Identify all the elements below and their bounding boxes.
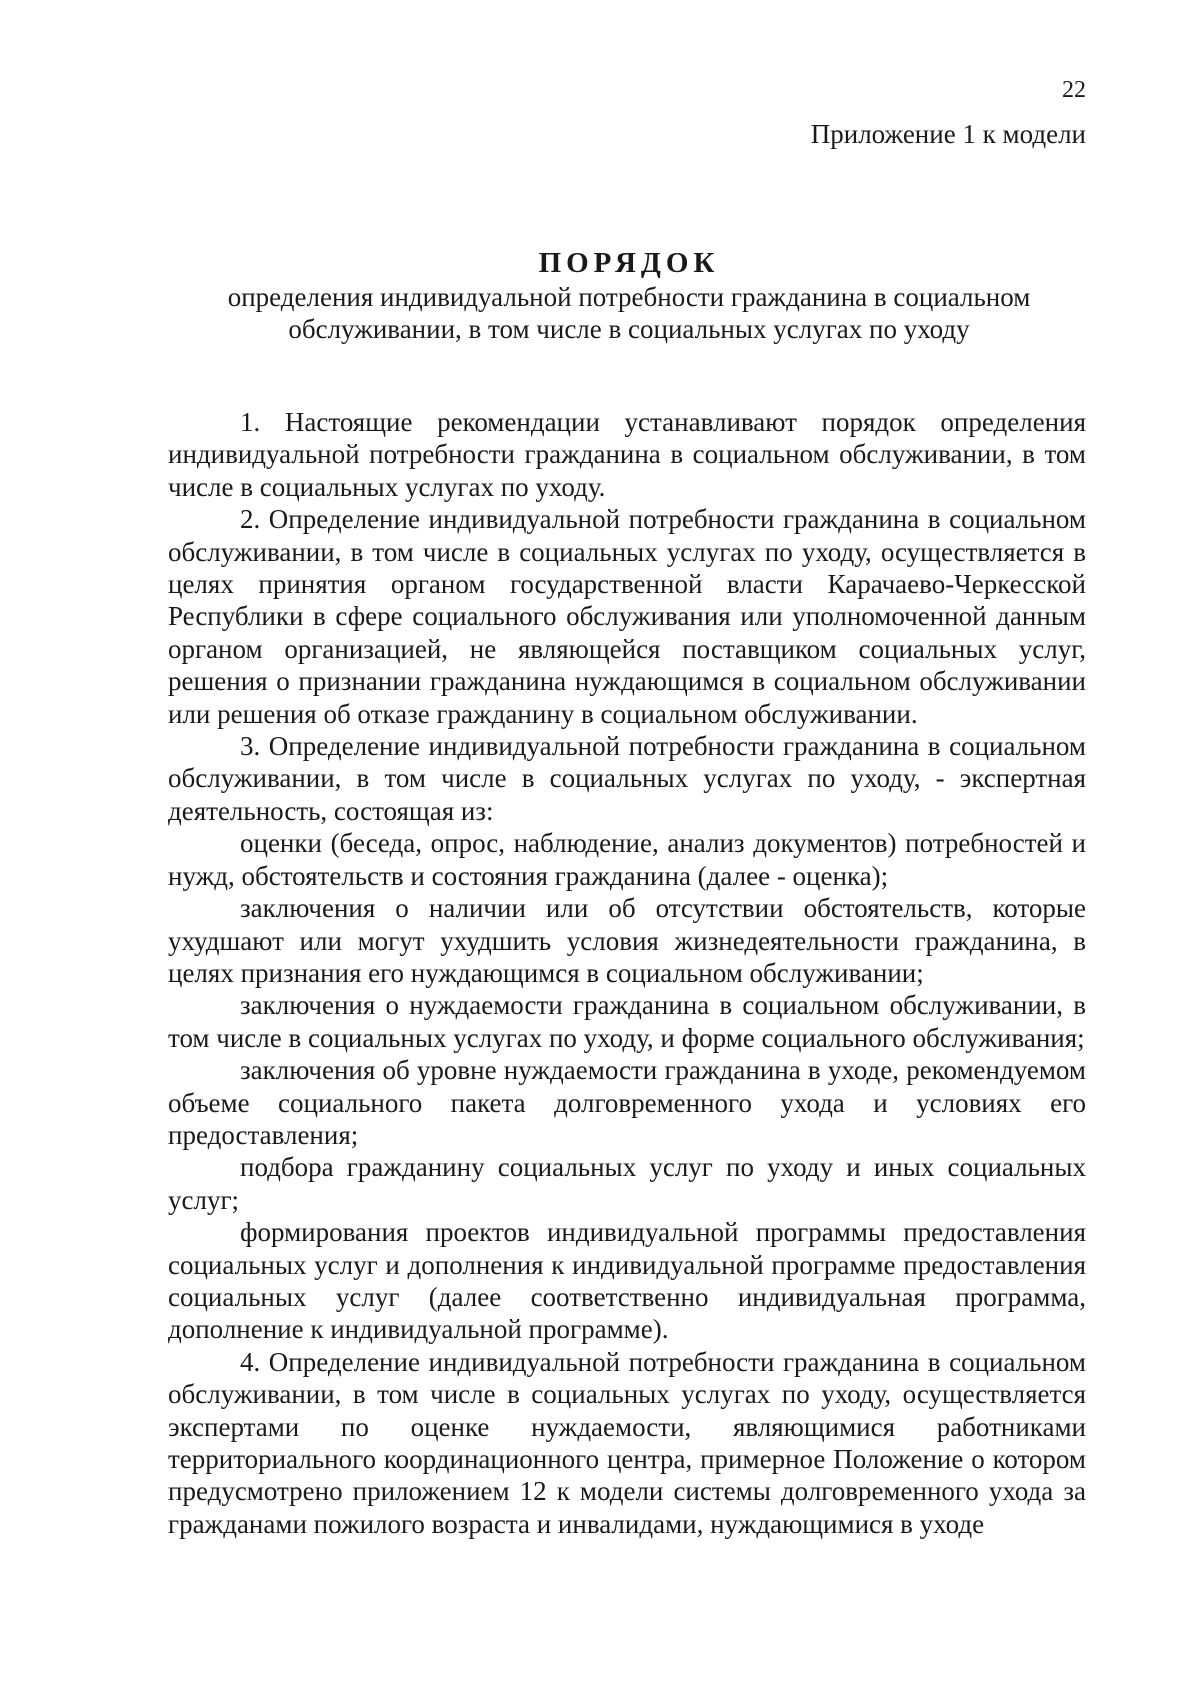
paragraph: 4. Определение индивидуальной потребности гражданина в социальном обслуживании, в том числе в социальных услугах по уходу, осуществляется экспертами по оценке нуждаемости, являющимися работниками территориального координационного центра, примерное Положение о котором предусмотрено приложением 12 к модели системы долговременного ухода за гражданами пожилого возраста и инвалидами, нуждающимися в уходе <box>168 1346 1086 1539</box>
document-body <box>168 406 1086 1540</box>
paragraph: заключения о нуждаемости гражданина в социальном обслуживании, в том числе в социальных услугах по уходу, и форме социального обслуживания; <box>168 990 1086 1053</box>
paragraph: 3. Определение индивидуальной потребности гражданина в социальном обслуживании, в том числе в социальных услугах по уходу, - экспертная деятельность, состоящая из: <box>168 731 1086 826</box>
paragraph: 1. Настоящие рекомендации устанавливают порядок определения индивидуальной потребности гражданина в социальном обслуживании, в том числе в социальных услугах по уходу. <box>168 407 1086 502</box>
document-subtitle-line-1: определения индивидуальной потребности гражданина в социальном <box>227 282 1031 312</box>
document-subtitle-line-2: обслуживании, в том числе в социальных услугах по уходу <box>288 314 970 344</box>
paragraph: заключения о наличии или об отсутствии обстоятельств, которые ухудшают или могут ухудшить условия жизнедеятельности гражданина, в целях признания его нуждающимся в социальном обслуживании; <box>168 893 1086 988</box>
document-title: ПОРЯДОК <box>538 247 720 279</box>
document-heading <box>0 245 1200 345</box>
appendix-label: Приложение 1 к модели <box>810 119 1086 149</box>
paragraph: подбора гражданину социальных услуг по уходу и иных социальных услуг; <box>168 1152 1086 1215</box>
paragraph: заключения об уровне нуждаемости гражданина в уходе, рекомендуемом объеме социального пакета долговременного ухода и условиях его предоставления; <box>168 1055 1086 1150</box>
paragraph: 2. Определение индивидуальной потребности гражданина в социальном обслуживании, в том числе в социальных услугах по уходу, осуществляется в целях принятия органом государственной власти Карачаево-Черкесской Республики в сфере социального обслуживания или уполномоченной данным органом организацией, не являющейся поставщиком социальных услуг, решения о признании гражданина нуждающимся в социальном обслуживании или решения об отказе гражданину в социальном обслуживании. <box>168 504 1086 729</box>
paragraph: оценки (беседа, опрос, наблюдение, анализ документов) потребностей и нужд, обстоятельств и состояния гражданина (далее - оценка); <box>168 828 1086 891</box>
page-number: 22 <box>1062 77 1086 103</box>
paragraph: формирования проектов индивидуальной программы предоставления социальных услуг и дополнения к индивидуальной программе предоставления социальных услуг (далее соответственно индивидуальная программа, дополнение к индивидуальной программе). <box>168 1217 1086 1345</box>
